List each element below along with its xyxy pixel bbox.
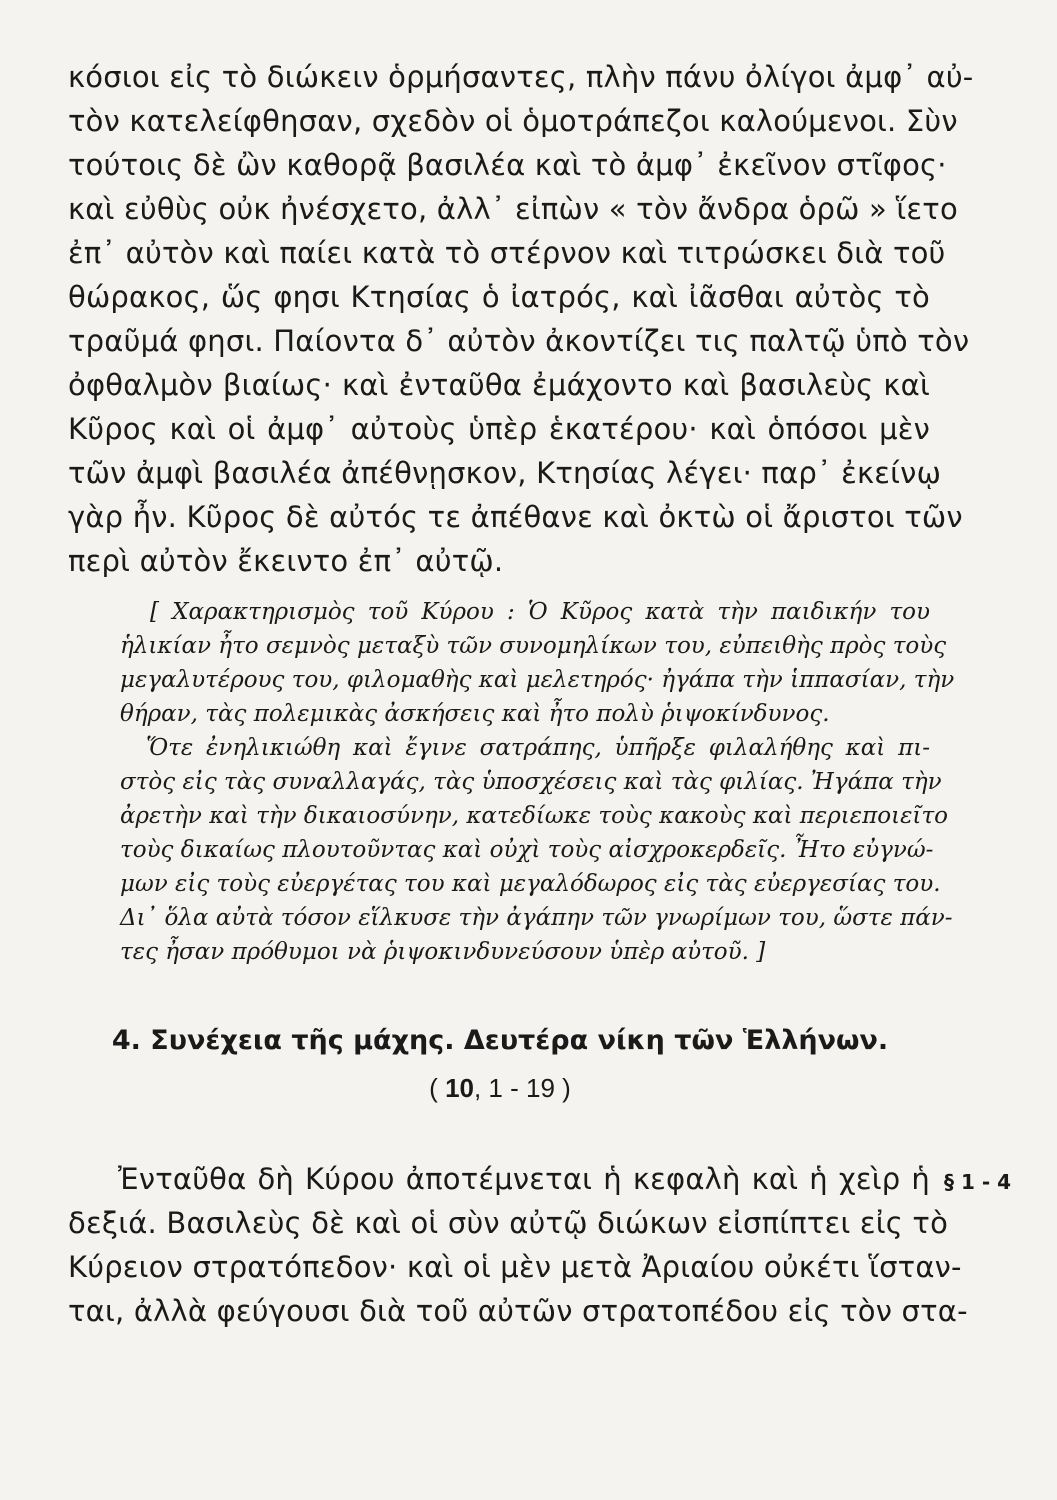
ref-rest: , 1 - 19 )	[473, 1073, 571, 1103]
text-line: Ἐνταῦθα δὴ Κύρου ἀποτέμνεται ἡ κεφαλὴ καὶ ἡ χεὶρ ἡ	[118, 1162, 930, 1196]
text-line: καὶ εὐθὺς οὐκ ἠνέσχετο, ἀλλ᾽ εἰπὼν « τὸν ἄνδρα ὁρῶ » ἵετο	[68, 192, 958, 226]
text-line: τῶν ἀμφὶ βασιλέα ἀπέθνῃσκον, Κτησίας λέγει· παρ᾽ ἐκείνῳ	[68, 456, 942, 490]
note-line: μεγαλυτέρους του, φιλομαθὴς καὶ μελετηρός· ἠγάπα τὴν ἱππασίαν, τὴν	[120, 667, 955, 693]
text-line: κόσιοι εἰς τὸ διώκειν ὁρμήσαντες, πλὴν πάνυ ὀλίγοι ἀμφ᾽ αὐ-	[68, 60, 974, 94]
text-line: δεξιά. Βασιλεὺς δὲ καὶ οἱ σὺν αὐτῷ διώκων εἰσπίπτει εἰς τὸ	[68, 1206, 949, 1240]
margin-section-ref: § 1 - 4	[944, 1170, 1012, 1194]
note-line: θήραν, τὰς πολεμικὰς ἀσκήσεις καὶ ἦτο πολὺ ῥιψοκίνδυνος.	[120, 701, 830, 727]
ref-chapter: 10	[445, 1073, 474, 1103]
note-line: τοὺς δικαίως πλουτοῦντας καὶ οὐχὶ τοὺς αἰσχροκερδεῖς. Ἦτο εὐγνώ-	[120, 837, 934, 863]
text-line: θώρακος, ὥς φησι Κτησίας ὁ ἰατρός, καὶ ἰᾶσθαι αὐτὸς τὸ	[68, 280, 930, 314]
note-line: [ Χαρακτηρισμὸς τοῦ Κύρου : Ὁ Κῦρος κατὰ τὴν παιδικήν του	[150, 599, 930, 625]
text-line: τὸν κατελείφθησαν, σχεδὸν οἱ ὁμοτράπεζοι καλούμενοι. Σὺν	[68, 104, 958, 138]
note-line: ἀρετὴν καὶ τὴν δικαιοσύνην, κατεδίωκε τοὺς κακοὺς καὶ περιεποιεῖτο	[120, 803, 949, 829]
text-line: ἐπ᾽ αὐτὸν καὶ παίει κατὰ τὸ στέρνον καὶ τιτρώσκει διὰ τοῦ	[68, 236, 946, 270]
text-line: Κῦρος καὶ οἱ ἀμφ᾽ αὐτοὺς ὑπὲρ ἑκατέρου· καὶ ὁπόσοι μὲν	[68, 412, 930, 446]
text-line: περὶ αὐτὸν ἔκειντο ἐπ᾽ αὐτῷ.	[68, 544, 504, 578]
text-line: ται, ἀλλὰ φεύγουσι διὰ τοῦ αὐτῶν στρατοπέδου εἰς τὸν στα-	[68, 1294, 968, 1328]
note-line: ἡλικίαν ἦτο σεμνὸς μεταξὺ τῶν συνομηλίκων του, εὐπειθὴς πρὸς τοὺς	[120, 633, 947, 659]
note-line: μων εἰς τοὺς εὐεργέτας του καὶ μεγαλόδωρος εἰς τὰς εὐεργεσίας του.	[120, 871, 941, 897]
ref-open: (	[429, 1073, 446, 1103]
text-line: τραῦμά φησι. Παίοντα δ᾽ αὐτὸν ἀκοντίζει τις παλτῷ ὑπὸ τὸν	[68, 324, 970, 358]
text-line: Κύρειον στρατόπεδον· καὶ οἱ μὲν μετὰ Ἀριαίου οὐκέτι ἵσταν-	[68, 1250, 962, 1284]
note-line: Ὅτε ἐνηλικιώθη καὶ ἔγινε σατράπης, ὑπῆρξε φιλαλήθης καὶ πι-	[146, 735, 930, 761]
note-line: Δι᾽ ὅλα αὐτὰ τόσον εἵλκυσε τὴν ἀγάπην τῶν γνωρίμων του, ὥστε πάν-	[120, 905, 953, 931]
text-line: ὀφθαλμὸν βιαίως· καὶ ἐνταῦθα ἐμάχοντο καὶ βασιλεὺς καὶ	[68, 368, 930, 402]
section-reference	[0, 1072, 1000, 1104]
note-line: τες ἦσαν πρόθυμοι νὰ ῥιψοκινδυνεύσουν ὑπὲρ αὐτοῦ. ]	[120, 939, 766, 965]
section-heading: 4. Συνέχεια τῆς μάχης. Δευτέρα νίκη τῶν Ἑλλήνων.	[111, 1025, 889, 1056]
text-line: γὰρ ἦν. Κῦρος δὲ αὐτός τε ἀπέθανε καὶ ὀκτὼ οἱ ἄριστοι τῶν	[68, 500, 963, 534]
note-line: στὸς εἰς τὰς συναλλαγάς, τὰς ὑποσχέσεις καὶ τὰς φιλίας. Ἠγάπα τὴν	[120, 769, 942, 795]
text-line: τούτοις δὲ ὢν καθορᾷ βασιλέα καὶ τὸ ἀμφ᾽ ἐκεῖνον στῖφος·	[68, 148, 947, 182]
